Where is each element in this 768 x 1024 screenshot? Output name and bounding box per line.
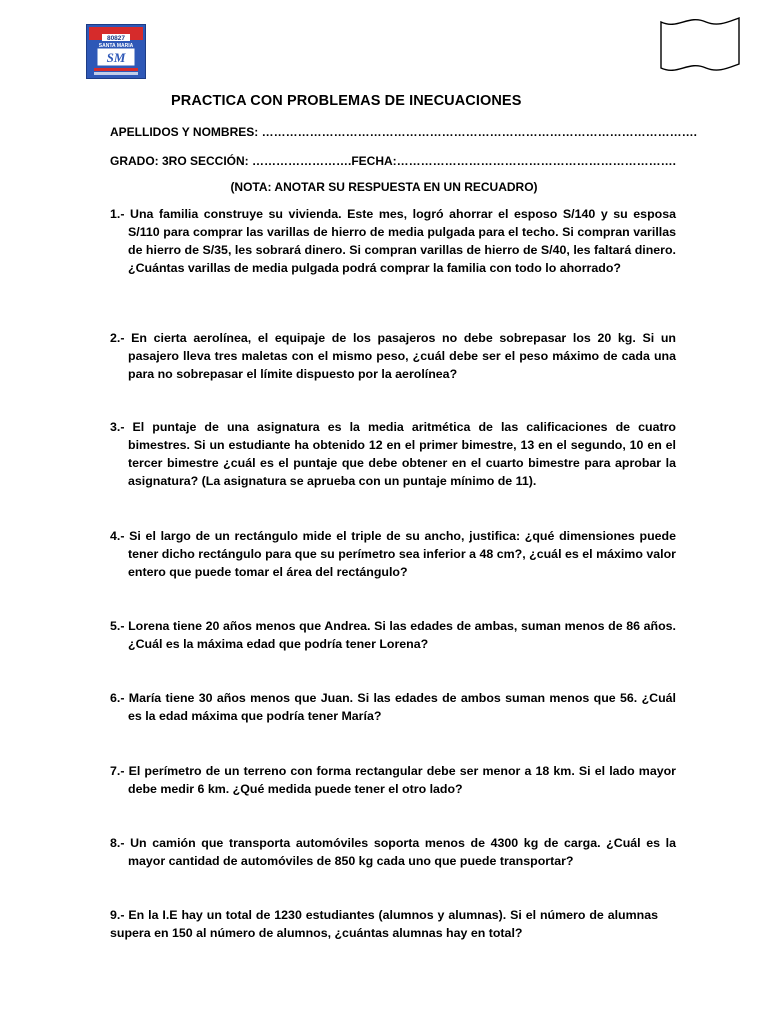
problem-number: 6.- bbox=[110, 691, 125, 705]
problem-number: 1.- bbox=[110, 207, 125, 221]
problem-number: 4.- bbox=[110, 529, 125, 543]
names-field: APELLIDOS Y NOMBRES: ………………………………………………………………………………………………. bbox=[110, 125, 697, 139]
logo-code: 80827 bbox=[106, 35, 126, 42]
problem-6 bbox=[110, 690, 676, 726]
grade-section-date-field: GRADO: 3RO SECCIÓN: …………………….FECHA:……………………………………………………………. bbox=[110, 154, 677, 168]
problem-text: Un camión que transporta automóviles soporta menos de 4300 kg de carga. ¿Cuál es la mayor cantidad de automóviles de 850 kg cada uno que puede transportar? bbox=[124, 836, 676, 868]
problem-1 bbox=[110, 206, 676, 278]
flag-icon bbox=[658, 16, 742, 74]
school-logo-icon bbox=[86, 24, 146, 79]
problem-text: En cierta aerolínea, el equipaje de los pasajeros no debe sobrepasar los 20 kg. Si un pasajero lleva tres maletas con el mismo peso, ¿cuál debe ser el peso máximo de cada una para no sobrepasar el límite dispuesto por la aerolínea? bbox=[124, 331, 676, 381]
problem-5 bbox=[110, 618, 676, 654]
problem-2 bbox=[110, 330, 676, 384]
problem-3 bbox=[110, 419, 676, 491]
problem-text: María tiene 30 años menos que Juan. Si las edades de ambos suman menos que 56. ¿Cuál es la edad máxima que podría tener María? bbox=[124, 691, 676, 723]
problem-text: Si el largo de un rectángulo mide el triple de su ancho, justifica: ¿qué dimensiones puede tener dicho rectángulo para que su perímetro sea inferior a 48 cm?, ¿cuál es el máximo valor entero que puede tomar el área del rectángulo? bbox=[124, 529, 676, 579]
problem-text: Lorena tiene 20 años menos que Andrea. Si las edades de ambas, suman menos de 86 años. ¿Cuál es la máxima edad que podría tener Lorena? bbox=[124, 619, 676, 651]
problem-text: Una familia construye su vivienda. Este mes, logró ahorrar el esposo S/140 y su esposa S/110 para comprar las varillas de hierro de media pulgada para el techo. Si compran varillas de hierro de S/35, les sobrará dinero. Si compran varillas de hierro de S/40, les faltará dinero. ¿Cuántas varillas de media pulgada podrá comprar la familia con todo lo ahorrado? bbox=[124, 207, 676, 275]
problem-number: 5.- bbox=[110, 619, 125, 633]
problem-number: 3.- bbox=[110, 420, 125, 434]
flag-drawing bbox=[658, 16, 742, 74]
problem-text: En la I.E hay un total de 1230 estudiantes (alumnos y alumnas). Si el número de alumnas supera en 150 al número de alumnos, ¿cuántas alumnas hay en total? bbox=[110, 908, 658, 940]
school-logo bbox=[86, 24, 146, 79]
problem-number: 2.- bbox=[110, 331, 125, 345]
problem-text: El puntaje de una asignatura es la media aritmética de las calificaciones de cuatro bimestres. Si un estudiante ha obtenido 12 en el primer bimestre, 13 en el segundo, 10 en el tercer bimestre ¿cuál es el puntaje que debe obtener en el cuarto bimestre para aprobar la asignatura? (La asignatura se aprueba con un puntaje mínimo de 11). bbox=[124, 420, 676, 488]
logo-initials: SM bbox=[106, 50, 126, 65]
page-title: PRACTICA CON PROBLEMAS DE INECUACIONES bbox=[171, 93, 522, 109]
problem-8 bbox=[110, 835, 676, 871]
problem-text: El perímetro de un terreno con forma rectangular debe ser menor a 18 km. Si el lado mayor debe medir 6 km. ¿Qué medida puede tener el otro lado? bbox=[124, 764, 676, 796]
logo-name: SANTA MARIA bbox=[98, 43, 134, 49]
problem-number: 7.- bbox=[110, 764, 125, 778]
instruction-note: (NOTA: ANOTAR SU RESPUESTA EN UN RECUADRO) bbox=[230, 180, 538, 194]
problem-9 bbox=[110, 907, 658, 943]
problem-4 bbox=[110, 528, 676, 582]
problem-number: 8.- bbox=[110, 836, 125, 850]
problem-7 bbox=[110, 763, 676, 799]
problem-number: 9.- bbox=[110, 908, 125, 922]
